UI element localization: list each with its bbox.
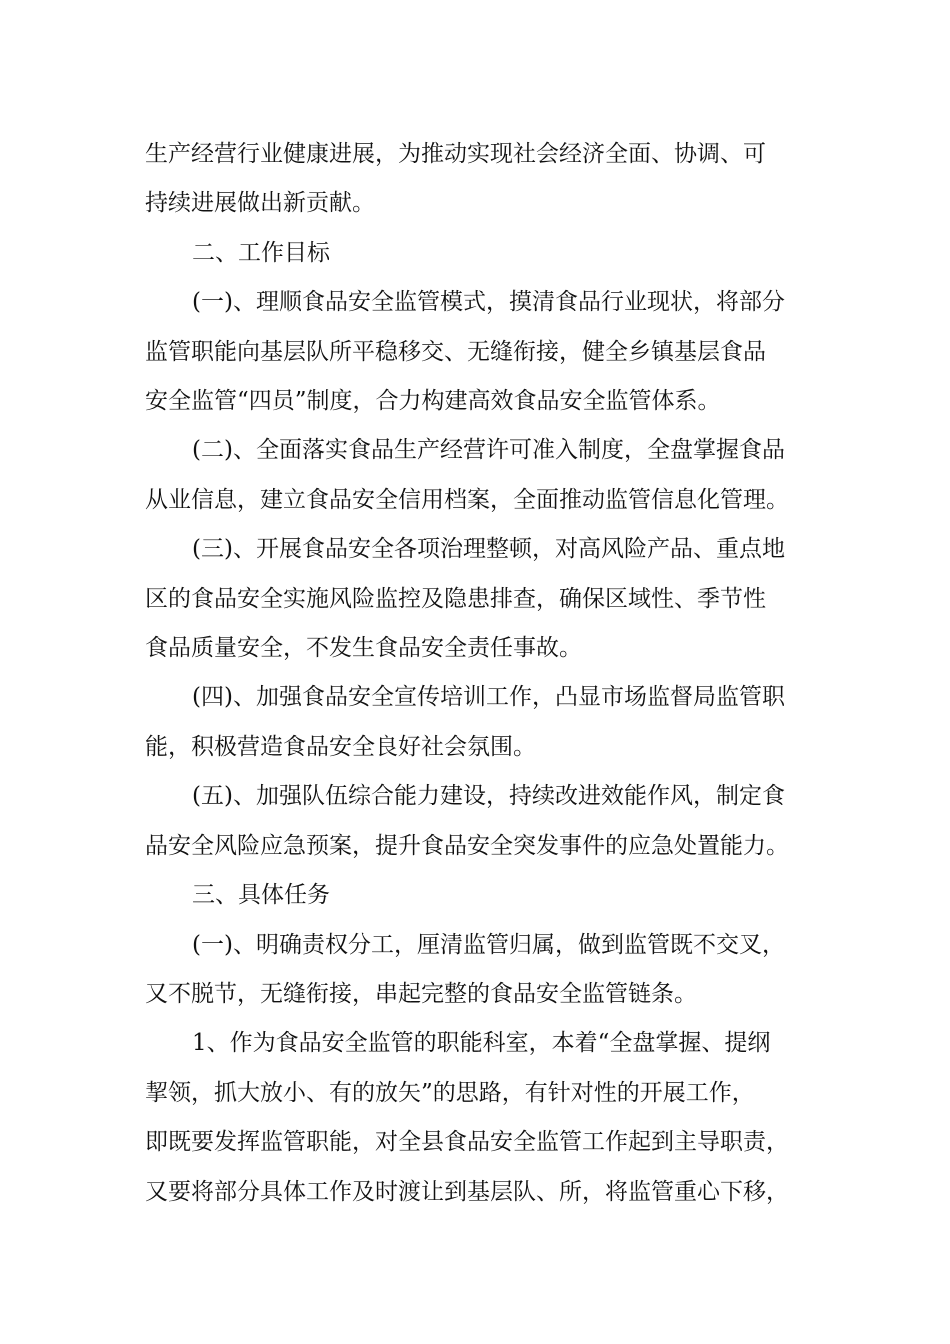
paragraph-goal-2	[145, 426, 825, 525]
text-line: 即既要发挥监管职能，对全县食品安全监管工作起到主导职责，	[145, 1129, 789, 1156]
text-line: 又不脱节，无缝衔接，串起完整的食品安全监管链条。	[145, 980, 697, 1007]
text-line: 从业信息，建立食品安全信用档案，全面推动监管信息化管理。	[145, 486, 789, 513]
text-line: 监管职能向基层队所平稳移交、无缝衔接，健全乡镇基层食品	[145, 338, 766, 365]
text-line: 食品质量安全，不发生食品安全责任事故。	[145, 635, 582, 662]
paragraph-task-1	[145, 921, 825, 1020]
paragraph-task-1-item-1	[145, 1019, 825, 1217]
text-line: (一)、明确责权分工，厘清监管归属，做到监管既不交叉，	[192, 931, 785, 958]
paragraph-goal-4	[145, 673, 825, 772]
text-line: 生产经营行业健康进展，为推动实现社会经济全面、协调、可	[145, 141, 766, 167]
paragraph-intro-continuation	[145, 130, 825, 229]
text-line: (三)、开展食品安全各项治理整顿，对高风险产品、重点地	[192, 536, 785, 563]
text-line: 区的食品安全实施风险监控及隐患排查，确保区域性、季节性	[145, 585, 766, 612]
paragraph-goal-3	[145, 525, 825, 673]
paragraph-goal-5	[145, 772, 825, 871]
text-line: 能，积极营造食品安全良好社会氛围。	[145, 733, 536, 760]
text-line: 安全监管“四员”制度，合力构建高效食品安全监管体系。	[145, 388, 721, 415]
text-line: 三、具体任务	[192, 882, 330, 909]
text-line: (二)、全面落实食品生产经营许可准入制度，全盘掌握食品	[192, 437, 785, 464]
text-line: 1、作为食品安全监管的职能科室，本着“全盘掌握、提纲	[192, 1030, 771, 1057]
text-line: (四)、加强食品安全宣传培训工作，凸显市场监督局监管职	[192, 684, 785, 711]
text-line: 二、工作目标	[192, 239, 330, 266]
text-line: (五)、加强队伍综合能力建设，持续改进效能作风，制定食	[192, 783, 785, 810]
text-line: 又要将部分具体工作及时渡让到基层队、所，将监管重心下移，	[145, 1178, 789, 1205]
text-line: 持续进展做出新贡献。	[145, 190, 375, 217]
section-heading-work-goals	[145, 229, 825, 278]
text-line: 挈领，抓大放小、有的放矢”的思路，有针对性的开展工作，	[145, 1079, 755, 1106]
text-line: 品安全风险应急预案，提升食品安全突发事件的应急处置能力。	[145, 832, 789, 859]
text-line: (一)、理顺食品安全监管模式，摸清食品行业现状，将部分	[192, 289, 785, 316]
document-body	[145, 130, 825, 1217]
paragraph-goal-1	[145, 278, 825, 426]
section-heading-specific-tasks	[145, 871, 825, 920]
